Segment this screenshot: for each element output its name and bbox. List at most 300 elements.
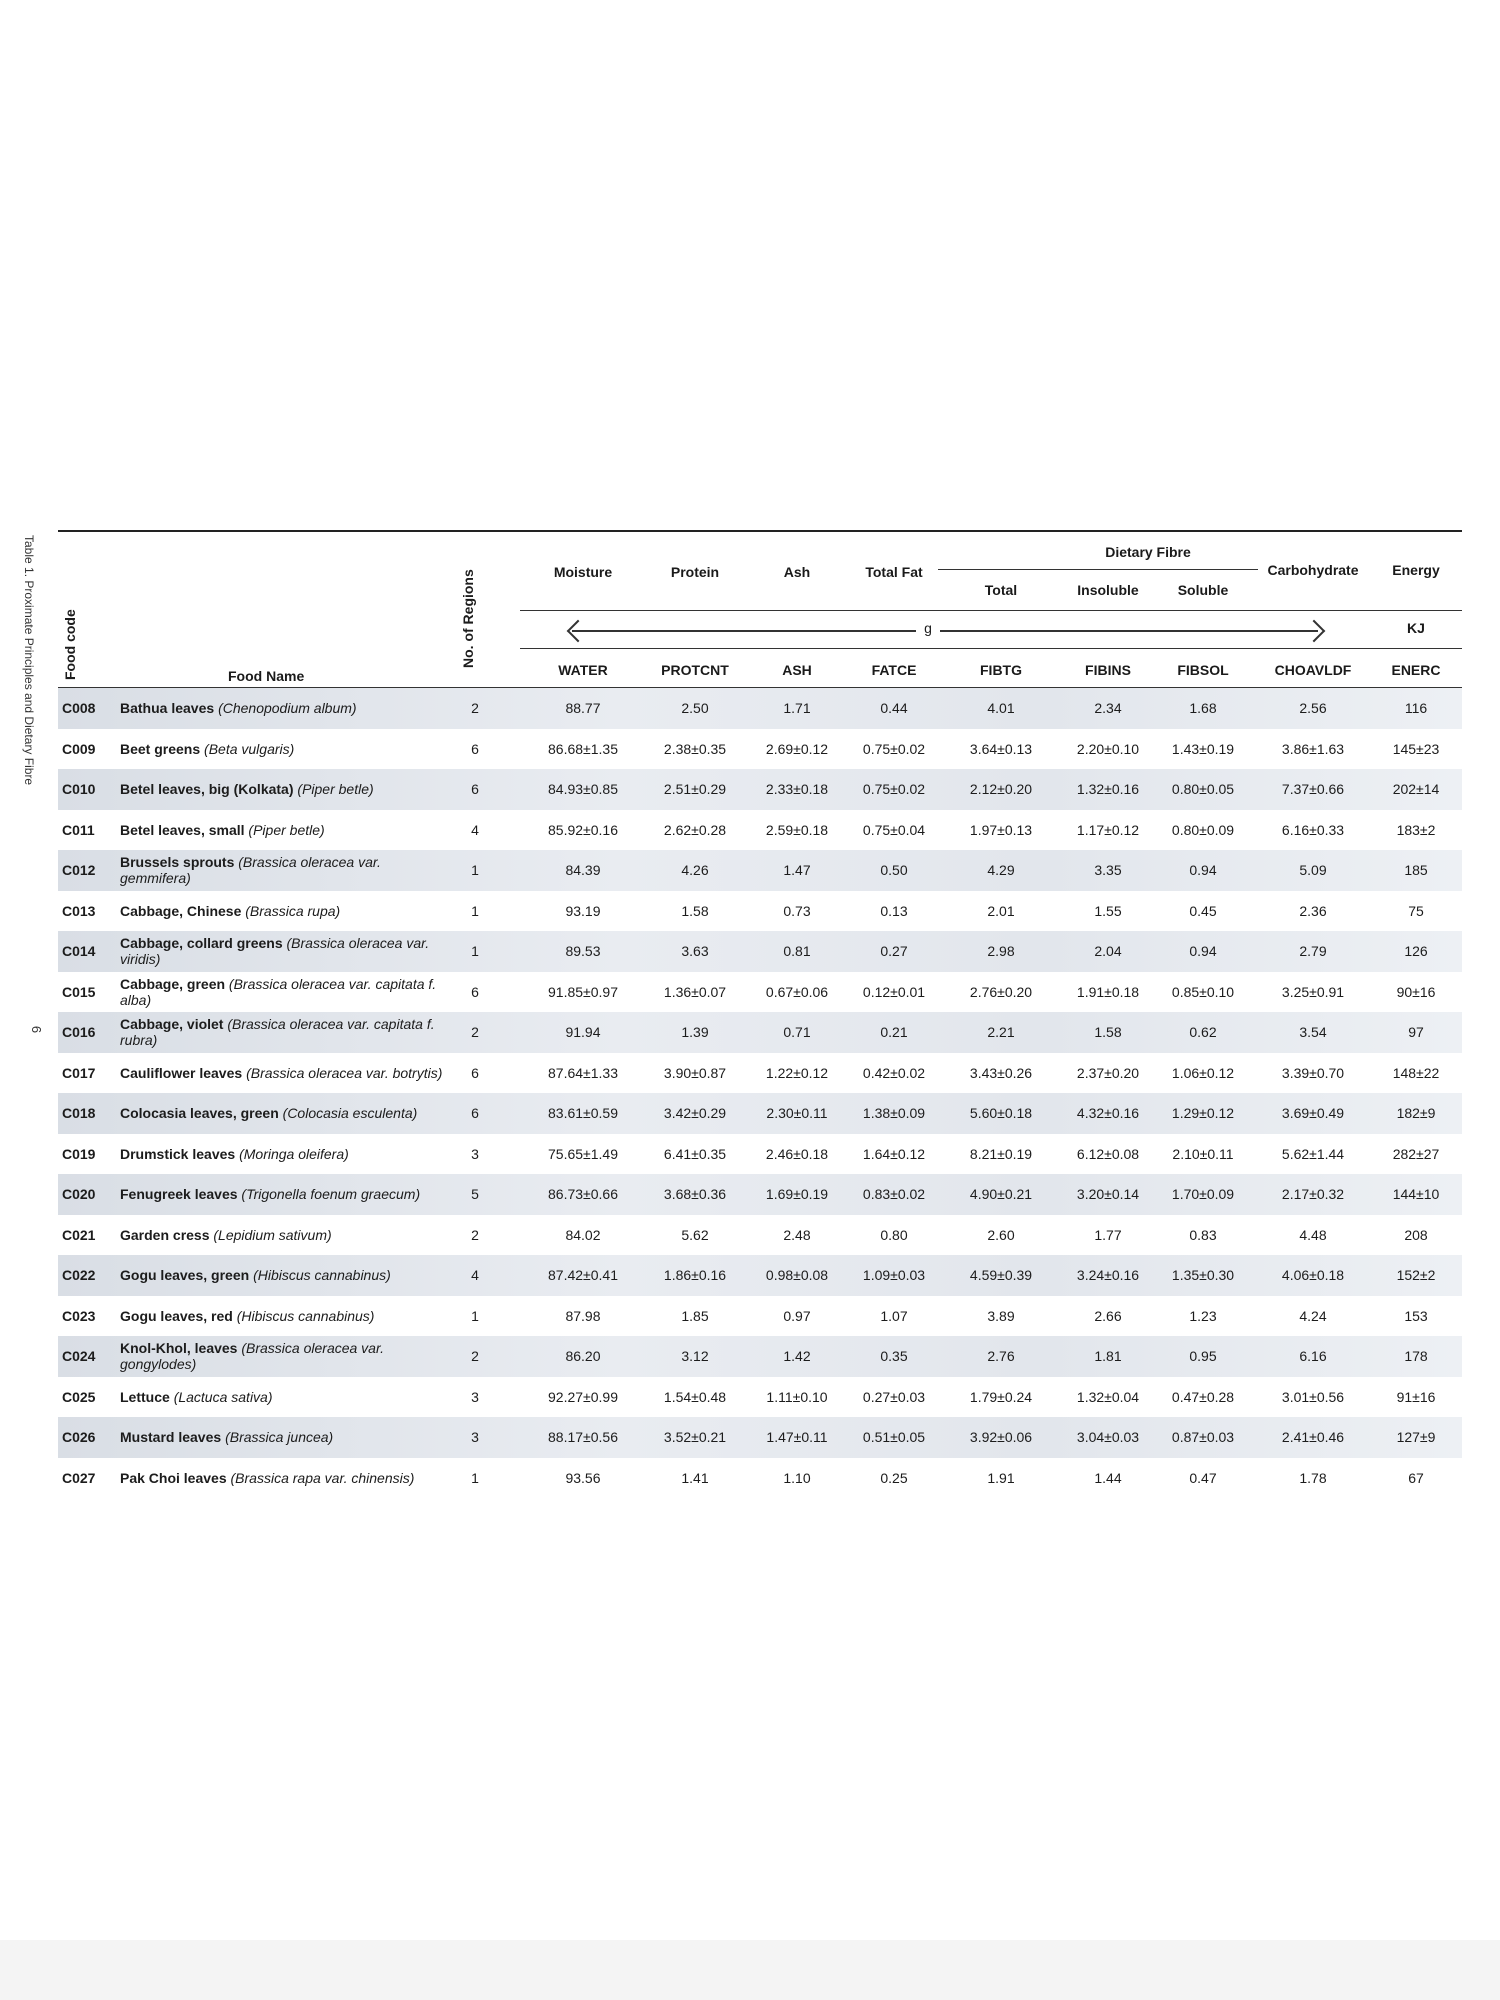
food-common-name: Cabbage, green [120, 975, 226, 992]
ash-cell: 1.69±0.19 [765, 1186, 829, 1203]
table-body [58, 688, 1462, 1498]
ash-cell: 2.33±0.18 [765, 781, 829, 798]
energy-cell: 178 [1404, 1348, 1428, 1365]
energy-cell: 67 [1408, 1469, 1424, 1486]
food-code-cell: C012 [62, 862, 96, 879]
food-scientific-name: (Brassica oleracea var. botrytis) [246, 1064, 443, 1081]
food-name-cell [120, 1134, 450, 1175]
ash-cell: 2.46±0.18 [765, 1145, 829, 1162]
food-scientific-name: (Brassica oleracea var. gemmifera) [120, 854, 381, 887]
header-protein: Protein [670, 564, 720, 580]
fibre-total-cell: 1.97±0.13 [969, 821, 1033, 838]
protein-cell: 3.90±0.87 [663, 1064, 727, 1081]
fat-cell: 0.75±0.04 [862, 821, 926, 838]
protein-cell: 1.39 [681, 1024, 709, 1041]
fibre-soluble-cell: 0.94 [1189, 943, 1217, 960]
ash-cell: 0.71 [783, 1024, 811, 1041]
table-top-rule [58, 530, 1462, 532]
ash-cell: 0.97 [783, 1307, 811, 1324]
energy-cell: 282±27 [1392, 1145, 1440, 1162]
fibre-soluble-cell: 0.95 [1189, 1348, 1217, 1365]
header-total-fat: Total Fat [865, 564, 923, 580]
food-common-name: Pak Choi leaves [120, 1469, 227, 1486]
viewer-bottom-bar [0, 1940, 1500, 2000]
fibre-soluble-cell: 1.70±0.09 [1171, 1186, 1235, 1203]
fat-cell: 1.38±0.09 [862, 1105, 926, 1122]
fibre-total-cell: 3.64±0.13 [969, 740, 1033, 757]
carbohydrate-cell: 5.62±1.44 [1281, 1145, 1345, 1162]
energy-cell: 75 [1408, 902, 1424, 919]
energy-cell: 126 [1404, 943, 1428, 960]
table-row [58, 1458, 1462, 1499]
fat-cell: 0.75±0.02 [862, 740, 926, 757]
carbohydrate-cell: 3.25±0.91 [1281, 983, 1345, 1000]
fat-cell: 0.83±0.02 [862, 1186, 926, 1203]
fat-cell: 1.07 [880, 1307, 908, 1324]
ash-cell: 2.69±0.12 [765, 740, 829, 757]
fibre-insoluble-cell: 2.34 [1094, 700, 1122, 717]
food-name-cell [120, 1012, 450, 1053]
food-common-name: Colocasia leaves, green [120, 1105, 279, 1122]
food-code-cell: C009 [62, 740, 96, 757]
food-common-name: Brussels sprouts [120, 854, 235, 871]
protein-cell: 3.52±0.21 [663, 1429, 727, 1446]
food-name-cell [120, 729, 450, 770]
table-row [58, 1174, 1462, 1215]
protein-cell: 1.85 [681, 1307, 709, 1324]
carbohydrate-cell: 2.79 [1299, 943, 1327, 960]
protein-cell: 3.63 [681, 943, 709, 960]
unit-arrow-right-line [940, 630, 1318, 632]
regions-cell: 1 [471, 1307, 479, 1324]
fibre-insoluble-cell: 1.17±0.12 [1076, 821, 1140, 838]
carbohydrate-cell: 3.01±0.56 [1281, 1388, 1345, 1405]
carbohydrate-cell: 1.78 [1299, 1469, 1327, 1486]
water-cell: 93.56 [565, 1469, 601, 1486]
water-cell: 86.73±0.66 [548, 1186, 618, 1203]
water-cell: 89.53 [565, 943, 601, 960]
fat-cell: 0.21 [880, 1024, 908, 1041]
protein-cell: 1.54±0.48 [663, 1388, 727, 1405]
protein-cell: 4.26 [681, 862, 709, 879]
food-code-cell: C018 [62, 1105, 96, 1122]
food-name-cell [120, 850, 450, 891]
fat-cell: 0.13 [880, 902, 908, 919]
energy-cell: 144±10 [1392, 1186, 1440, 1203]
ash-cell: 1.10 [783, 1469, 811, 1486]
food-code-cell: C020 [62, 1186, 96, 1203]
fibre-soluble-cell: 0.47 [1189, 1469, 1217, 1486]
food-common-name: Betel leaves, small [120, 821, 245, 838]
food-code-cell: C026 [62, 1429, 96, 1446]
fibre-insoluble-cell: 2.20±0.10 [1076, 740, 1140, 757]
ash-cell: 1.11±0.10 [766, 1388, 828, 1405]
arrow-right-icon [1303, 620, 1326, 643]
fibre-soluble-cell: 2.10±0.11 [1172, 1145, 1234, 1162]
tag-choavldf: CHOAVLDF [1274, 662, 1352, 678]
water-cell: 84.39 [565, 862, 601, 879]
protein-cell: 6.41±0.35 [663, 1145, 727, 1162]
ash-cell: 2.48 [783, 1226, 811, 1243]
protein-cell: 2.50 [681, 700, 709, 717]
fibre-soluble-cell: 0.83 [1189, 1226, 1217, 1243]
header-fibre-total: Total [984, 582, 1018, 598]
food-common-name: Betel leaves, big (Kolkata) [120, 781, 294, 798]
food-scientific-name: (Hibiscus cannabinus) [253, 1267, 391, 1284]
tag-fatce: FATCE [871, 662, 917, 678]
water-cell: 92.27±0.99 [548, 1388, 618, 1405]
fibre-insoluble-cell: 6.12±0.08 [1076, 1145, 1140, 1162]
carbohydrate-cell: 4.48 [1299, 1226, 1327, 1243]
food-scientific-name: (Brassica oleracea var. viridis) [120, 935, 430, 968]
fibre-insoluble-cell: 2.66 [1094, 1307, 1122, 1324]
ash-cell: 1.47±0.11 [766, 1429, 828, 1446]
fibre-total-cell: 3.43±0.26 [969, 1064, 1033, 1081]
ash-cell: 0.81 [783, 943, 811, 960]
fibre-soluble-cell: 0.80±0.05 [1171, 781, 1235, 798]
protein-cell: 5.62 [681, 1226, 709, 1243]
unit-grams: g [924, 620, 932, 636]
regions-cell: 1 [471, 943, 479, 960]
energy-cell: 152±2 [1396, 1267, 1436, 1284]
header-fibre-insoluble: Insoluble [1077, 582, 1139, 598]
header-moisture: Moisture [553, 564, 613, 580]
fibre-total-cell: 3.89 [987, 1307, 1015, 1324]
fibre-soluble-cell: 0.45 [1189, 902, 1217, 919]
food-scientific-name: (Brassica juncea) [225, 1429, 334, 1446]
tag-fibsol: FIBSOL [1177, 662, 1229, 678]
food-name-cell [120, 1296, 450, 1337]
regions-cell: 3 [471, 1388, 479, 1405]
energy-cell: 90±16 [1396, 983, 1436, 1000]
energy-cell: 182±9 [1396, 1105, 1436, 1122]
carbohydrate-cell: 3.54 [1299, 1024, 1327, 1041]
food-scientific-name: (Colocasia esculenta) [282, 1105, 418, 1122]
food-scientific-name: (Brassica oleracea var. gongylodes) [120, 1340, 385, 1373]
fibre-soluble-cell: 0.62 [1189, 1024, 1217, 1041]
energy-cell: 153 [1404, 1307, 1428, 1324]
water-cell: 87.98 [565, 1307, 601, 1324]
fat-cell: 0.51±0.05 [862, 1429, 926, 1446]
water-cell: 86.68±1.35 [548, 740, 618, 757]
fibre-soluble-cell: 0.85±0.10 [1171, 983, 1235, 1000]
table-row [58, 1134, 1462, 1175]
header-energy: Energy [1392, 562, 1440, 578]
food-code-cell: C021 [62, 1226, 96, 1243]
food-code-cell: C008 [62, 700, 96, 717]
tag-water: WATER [558, 662, 608, 678]
carbohydrate-cell: 7.37±0.66 [1281, 781, 1345, 798]
food-common-name: Fenugreek leaves [120, 1186, 238, 1203]
fibre-total-cell: 2.60 [987, 1226, 1015, 1243]
water-cell: 88.77 [565, 700, 601, 717]
regions-cell: 2 [471, 1348, 479, 1365]
food-common-name: Cabbage, collard greens [120, 935, 283, 952]
food-name-cell [120, 1458, 450, 1499]
food-code-cell: C017 [62, 1064, 96, 1081]
food-common-name: Beet greens [120, 740, 201, 757]
table-row [58, 1215, 1462, 1256]
fibre-total-cell: 3.92±0.06 [969, 1429, 1033, 1446]
fat-cell: 1.64±0.12 [862, 1145, 926, 1162]
unit-arrow-left-line [572, 630, 916, 632]
water-cell: 83.61±0.59 [548, 1105, 618, 1122]
food-scientific-name: (Piper betle) [248, 821, 325, 838]
fat-cell: 0.42±0.02 [862, 1064, 926, 1081]
header-dietary-fibre: Dietary Fibre [1105, 544, 1191, 560]
food-common-name: Drumstick leaves [120, 1145, 236, 1162]
carbohydrate-cell: 3.39±0.70 [1281, 1064, 1345, 1081]
food-name-cell [120, 891, 450, 932]
protein-cell: 2.38±0.35 [663, 740, 727, 757]
water-cell: 91.85±0.97 [548, 983, 618, 1000]
energy-cell: 208 [1404, 1226, 1428, 1243]
table-row [58, 1093, 1462, 1134]
food-code-cell: C011 [62, 821, 95, 838]
food-scientific-name: (Beta vulgaris) [204, 740, 295, 757]
fibre-insoluble-cell: 1.32±0.04 [1076, 1388, 1140, 1405]
table-row [58, 1255, 1462, 1296]
fibre-insoluble-cell: 1.55 [1094, 902, 1122, 919]
protein-cell: 1.41 [681, 1469, 709, 1486]
fibre-total-cell: 4.01 [987, 700, 1015, 717]
fibre-insoluble-cell: 1.77 [1094, 1226, 1122, 1243]
fibre-insoluble-cell: 1.32±0.16 [1076, 781, 1140, 798]
food-scientific-name: (Lactuca sativa) [173, 1388, 273, 1405]
food-common-name: Knol-Khol, leaves [120, 1340, 238, 1357]
tag-ash: ASH [782, 662, 812, 678]
regions-cell: 6 [471, 1064, 479, 1081]
food-common-name: Gogu leaves, green [120, 1267, 250, 1284]
header-ash: Ash [783, 564, 811, 580]
fibre-insoluble-cell: 1.44 [1094, 1469, 1122, 1486]
food-common-name: Gogu leaves, red [120, 1307, 233, 1324]
fibre-group-rule [938, 569, 1258, 570]
fibre-insoluble-cell: 1.58 [1094, 1024, 1122, 1041]
water-cell: 84.93±0.85 [548, 781, 618, 798]
table-row [58, 1417, 1462, 1458]
regions-cell: 5 [471, 1186, 479, 1203]
table-row [58, 810, 1462, 851]
fibre-soluble-cell: 0.47±0.28 [1171, 1388, 1235, 1405]
food-name-cell [120, 1093, 450, 1134]
fat-cell: 0.27±0.03 [862, 1388, 926, 1405]
fat-cell: 0.12±0.01 [862, 983, 926, 1000]
energy-cell: 91±16 [1396, 1388, 1436, 1405]
regions-cell: 1 [471, 862, 479, 879]
fibre-total-cell: 2.76±0.20 [969, 983, 1033, 1000]
ash-cell: 1.42 [783, 1348, 811, 1365]
table-row [58, 1296, 1462, 1337]
fibre-total-cell: 2.12±0.20 [969, 781, 1033, 798]
tag-protcnt: PROTCNT [661, 662, 729, 678]
food-code-cell: C023 [62, 1307, 96, 1324]
ash-cell: 1.71 [783, 700, 811, 717]
water-cell: 86.20 [565, 1348, 601, 1365]
carbohydrate-cell: 6.16 [1299, 1348, 1327, 1365]
fibre-soluble-cell: 1.06±0.12 [1171, 1064, 1235, 1081]
energy-cell: 116 [1404, 700, 1428, 717]
food-scientific-name: (Chenopodium album) [218, 700, 357, 717]
table-row [58, 769, 1462, 810]
table-row [58, 729, 1462, 770]
food-name-cell [120, 769, 450, 810]
table-row [58, 891, 1462, 932]
food-name-cell [120, 1255, 450, 1296]
food-common-name: Cabbage, violet [120, 1016, 224, 1033]
regions-cell: 3 [471, 1429, 479, 1446]
carbohydrate-cell: 4.24 [1299, 1307, 1327, 1324]
food-name-cell [120, 1377, 450, 1418]
fibre-soluble-cell: 0.87±0.03 [1171, 1429, 1235, 1446]
food-name-cell [120, 810, 450, 851]
fat-cell: 0.27 [880, 943, 908, 960]
regions-cell: 6 [471, 740, 479, 757]
food-name-cell [120, 1336, 450, 1377]
regions-cell: 6 [471, 781, 479, 798]
water-cell: 88.17±0.56 [548, 1429, 618, 1446]
fat-cell: 0.44 [880, 700, 908, 717]
food-code-cell: C013 [62, 902, 96, 919]
carbohydrate-cell: 3.69±0.49 [1281, 1105, 1345, 1122]
carbohydrate-cell: 2.17±0.32 [1281, 1186, 1345, 1203]
food-scientific-name: (Piper betle) [297, 781, 374, 798]
fibre-soluble-cell: 1.43±0.19 [1171, 740, 1235, 757]
food-common-name: Mustard leaves [120, 1429, 222, 1446]
food-code-cell: C016 [62, 1024, 96, 1041]
carbohydrate-cell: 3.86±1.63 [1281, 740, 1345, 757]
regions-cell: 2 [471, 700, 479, 717]
fat-cell: 0.80 [880, 1226, 908, 1243]
fat-cell: 0.50 [880, 862, 908, 879]
table-row [58, 1053, 1462, 1094]
header-food-name: Food Name [228, 668, 305, 684]
fibre-insoluble-cell: 2.37±0.20 [1076, 1064, 1140, 1081]
food-code-cell: C019 [62, 1145, 96, 1162]
fibre-total-cell: 8.21±0.19 [969, 1145, 1033, 1162]
food-scientific-name: (Brassica rapa var. chinensis) [230, 1469, 415, 1486]
ash-cell: 0.67±0.06 [765, 983, 829, 1000]
regions-cell: 6 [471, 983, 479, 1000]
header-fibre-soluble: Soluble [1177, 582, 1229, 598]
ash-cell: 2.30±0.11 [766, 1105, 828, 1122]
food-name-cell [120, 1053, 450, 1094]
fibre-soluble-cell: 1.29±0.12 [1171, 1105, 1235, 1122]
protein-cell: 1.36±0.07 [663, 983, 727, 1000]
carbohydrate-cell: 2.56 [1299, 700, 1327, 717]
fibre-insoluble-cell: 3.24±0.16 [1076, 1267, 1140, 1284]
energy-cell: 185 [1404, 862, 1428, 879]
fat-cell: 0.35 [880, 1348, 908, 1365]
fibre-soluble-cell: 1.68 [1189, 700, 1217, 717]
fibre-insoluble-cell: 4.32±0.16 [1076, 1105, 1140, 1122]
regions-cell: 6 [471, 1105, 479, 1122]
regions-cell: 1 [471, 902, 479, 919]
water-cell: 75.65±1.49 [548, 1145, 618, 1162]
regions-cell: 3 [471, 1145, 479, 1162]
regions-cell: 4 [471, 1267, 479, 1284]
energy-cell: 97 [1408, 1024, 1424, 1041]
regions-cell: 2 [471, 1226, 479, 1243]
food-scientific-name: (Brassica oleracea var. capitata f. rubra) [120, 1016, 435, 1049]
protein-cell: 2.62±0.28 [663, 821, 727, 838]
ash-cell: 1.22±0.12 [765, 1064, 829, 1081]
ash-cell: 0.73 [783, 902, 811, 919]
food-common-name: Bathua leaves [120, 700, 215, 717]
carbohydrate-cell: 4.06±0.18 [1281, 1267, 1345, 1284]
fibre-insoluble-cell: 3.35 [1094, 862, 1122, 879]
fibre-soluble-cell: 0.80±0.09 [1171, 821, 1235, 838]
water-cell: 91.94 [565, 1024, 601, 1041]
table-caption: Table 1. Proximate Principles and Dietary Fibre [22, 535, 36, 786]
energy-cell: 202±14 [1392, 781, 1440, 798]
page-number: 6 [29, 1025, 45, 1034]
table-row [58, 1377, 1462, 1418]
protein-cell: 1.58 [681, 902, 709, 919]
carbohydrate-cell: 6.16±0.33 [1281, 821, 1345, 838]
table-row [58, 972, 1462, 1013]
fat-cell: 0.75±0.02 [862, 781, 926, 798]
food-scientific-name: (Moringa oleifera) [239, 1145, 349, 1162]
food-name-cell [120, 1215, 450, 1256]
protein-cell: 3.42±0.29 [663, 1105, 727, 1122]
regions-cell: 4 [471, 821, 479, 838]
fibre-insoluble-cell: 1.91±0.18 [1076, 983, 1140, 1000]
water-cell: 87.64±1.33 [548, 1064, 618, 1081]
regions-cell: 2 [471, 1024, 479, 1041]
food-name-cell [120, 931, 450, 972]
water-cell: 93.19 [565, 902, 601, 919]
energy-cell: 127±9 [1396, 1429, 1436, 1446]
tag-fibins: FIBINS [1085, 662, 1131, 678]
energy-cell: 148±22 [1392, 1064, 1440, 1081]
tag-enerc: ENERC [1391, 662, 1441, 678]
table-row [58, 850, 1462, 891]
food-name-cell [120, 688, 450, 729]
food-name-cell [120, 972, 450, 1013]
tag-fibtg: FIBTG [980, 662, 1022, 678]
food-code-cell: C024 [62, 1348, 96, 1365]
food-code-cell: C027 [62, 1469, 96, 1486]
fibre-total-cell: 2.76 [987, 1348, 1015, 1365]
carbohydrate-cell: 2.41±0.46 [1281, 1429, 1345, 1446]
water-cell: 84.02 [565, 1226, 601, 1243]
food-common-name: Lettuce [120, 1388, 170, 1405]
food-scientific-name: (Lepidium sativum) [213, 1226, 332, 1243]
fibre-total-cell: 2.98 [987, 943, 1015, 960]
table-row [58, 931, 1462, 972]
fibre-insoluble-cell: 1.81 [1094, 1348, 1122, 1365]
energy-cell: 183±2 [1396, 821, 1436, 838]
fibre-insoluble-cell: 3.04±0.03 [1076, 1429, 1140, 1446]
unit-kj: KJ [1407, 620, 1425, 636]
food-common-name: Cabbage, Chinese [120, 902, 242, 919]
food-scientific-name: (Brassica oleracea var. capitata f. alba) [120, 975, 437, 1008]
fibre-soluble-cell: 1.23 [1189, 1307, 1217, 1324]
fibre-total-cell: 2.21 [987, 1024, 1015, 1041]
table-row [58, 1336, 1462, 1377]
fibre-total-cell: 5.60±0.18 [969, 1105, 1033, 1122]
table-row [58, 1012, 1462, 1053]
arrow-left-icon [567, 620, 590, 643]
food-code-cell: C010 [62, 781, 96, 798]
ash-cell: 2.59±0.18 [765, 821, 829, 838]
water-cell: 87.42±0.41 [548, 1267, 618, 1284]
food-common-name: Garden cress [120, 1226, 210, 1243]
protein-cell: 1.86±0.16 [663, 1267, 727, 1284]
header-food-code: Food code [62, 609, 78, 680]
table-row [58, 688, 1462, 729]
